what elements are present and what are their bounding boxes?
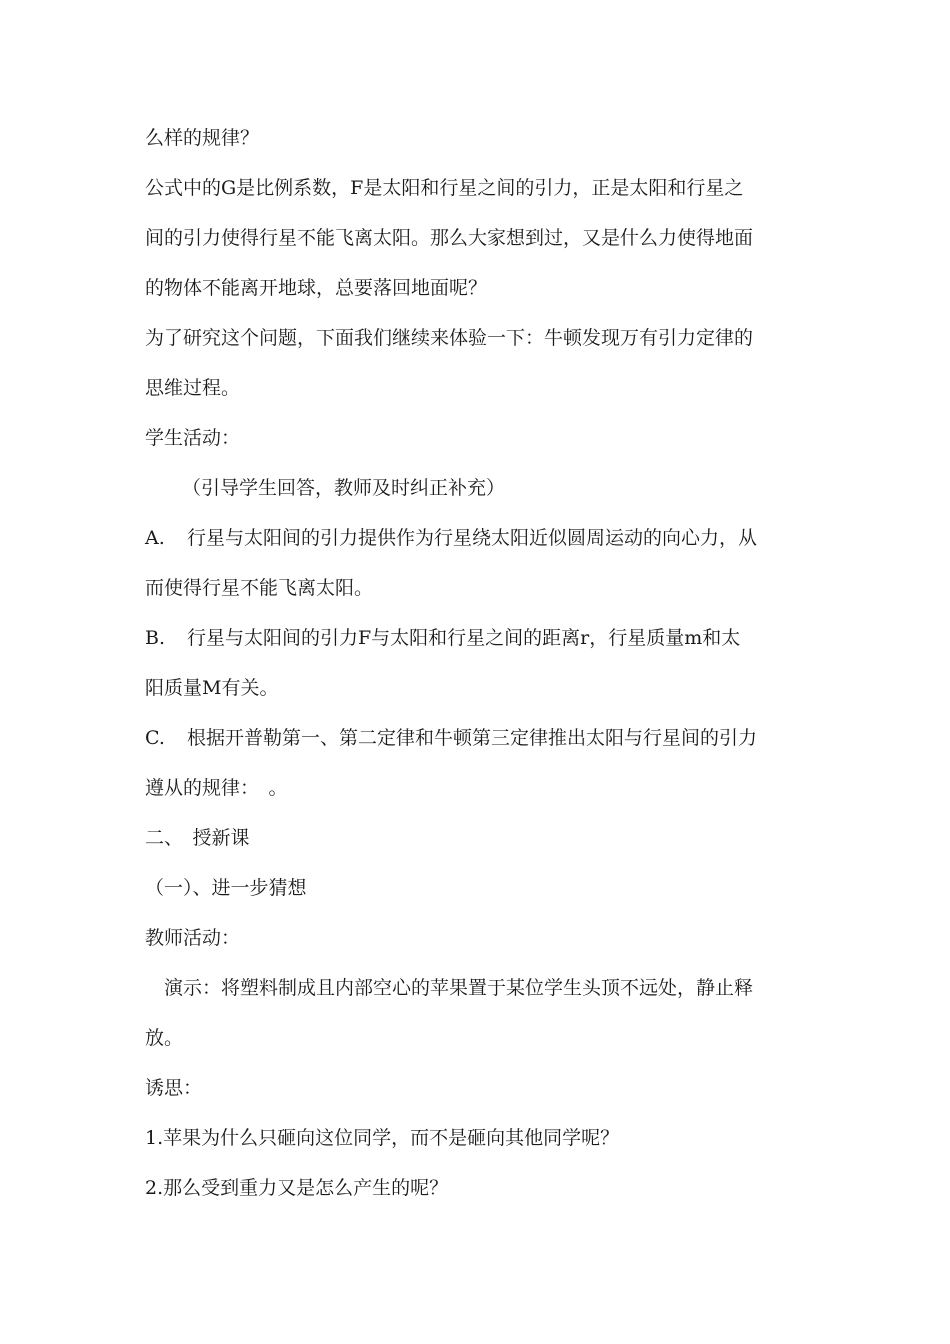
list-label: B. xyxy=(145,627,166,649)
text-line: 的物体不能离开地球，总要落回地面呢？ xyxy=(145,277,488,299)
text-line: 么样的规律？ xyxy=(145,127,260,149)
text-line: 阳质量M有关。 xyxy=(145,677,279,699)
section-label: 学生活动： xyxy=(145,427,241,449)
question-line: 1.苹果为什么只砸向这位同学，而不是砸向其他同学呢？ xyxy=(145,1127,620,1149)
list-label: A. xyxy=(145,527,165,549)
section-label: 教师活动： xyxy=(145,927,241,949)
list-text: 根据开普勒第一、第二定律和牛顿第三定律推出太阳与行星间的引力 xyxy=(187,727,758,749)
list-item-a xyxy=(145,525,757,551)
text-line: 间的引力使得行星不能飞离太阳。那么大家想到过，又是什么力使得地面 xyxy=(145,227,754,249)
text-line: 放。 xyxy=(145,1027,184,1049)
list-item-b xyxy=(145,625,740,651)
text-line: 为了研究这个问题，下面我们继续来体验一下：牛顿发现万有引力定律的 xyxy=(145,327,754,349)
text-line: 遵从的规律： 。 xyxy=(145,777,288,799)
text-line: 公式中的G是比例系数，F是太阳和行星之间的引力，正是太阳和行星之 xyxy=(145,177,744,199)
text-line: 演示：将塑料制成且内部空心的苹果置于某位学生头顶不远处，静止释 xyxy=(164,977,754,999)
section-label: 诱思： xyxy=(145,1077,203,1099)
subsection-heading: （一）、进一步猜想 xyxy=(145,877,307,899)
list-text: 行星与太阳间的引力F与太阳和行星之间的距离r，行星质量m和太 xyxy=(187,627,741,649)
text-line: 而使得行星不能飞离太阳。 xyxy=(145,577,374,599)
text-line: 思维过程。 xyxy=(145,377,241,399)
list-label: C. xyxy=(145,727,165,749)
section-heading: 二、 授新课 xyxy=(145,827,250,849)
question-line: 2.那么受到重力又是怎么产生的呢？ xyxy=(145,1177,449,1199)
list-item-c xyxy=(145,725,757,751)
list-text: 行星与太阳间的引力提供作为行星绕太阳近似圆周运动的向心力，从 xyxy=(187,527,758,549)
text-line: （引导学生回答，教师及时纠正补充） xyxy=(182,477,506,499)
